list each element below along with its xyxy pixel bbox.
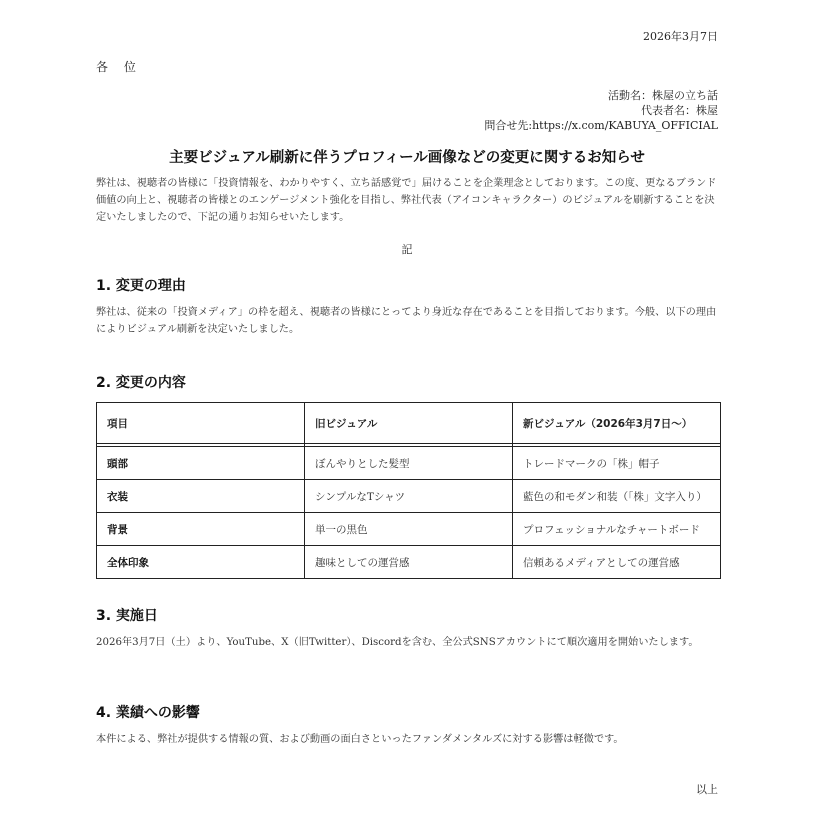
contact-info: 問合せ先:https://x.com/KABUYA_OFFICIAL <box>484 119 718 132</box>
intro-paragraph: 弊社は、視聴者の皆様に「投資情報を、わかりやすく、立ち話感覚で」届けることを企業理念としております。この度、更なるブランド価値の向上と、視聴者の皆様とのエンゲージメント強化を目指し、弊社代表（アイコンキャラクター）のビジュアルを刷新することを決定いたしましたので、下記の通りお知らせいたします。 <box>96 178 717 223</box>
document-title: 主要ビジュアル刷新に伴うプロフィール画像などの変更に関するお知らせ <box>169 150 645 166</box>
activity-name: 活動名：株屋の立ち話 <box>608 89 718 102</box>
table-header-cell: 新ビジュアル（2026年3月7日〜） <box>513 403 721 444</box>
table-row <box>97 513 721 546</box>
representative-name: 代表者名：株屋 <box>641 104 718 117</box>
table-cell-new: プロフェッショナルなチャートボード <box>513 513 721 546</box>
salutation: 各 位 <box>96 60 142 74</box>
ki-marker: 記 <box>401 243 413 256</box>
table-cell-old: ぼんやりとした髪型 <box>305 447 513 480</box>
table-row <box>97 546 721 579</box>
closing-word: 以上 <box>696 783 718 796</box>
section-implementation-body: 2026年3月7日（土）より、YouTube、X（旧Twitter）、Discordを含む、全公式SNSアカウントにて順次適用を開始いたします。 <box>96 637 699 648</box>
table-cell-new: 信頼あるメディアとしての運営感 <box>513 546 721 579</box>
table-cell-new: トレードマークの「株」帽子 <box>513 447 721 480</box>
table-cell-old: シンプルなTシャツ <box>305 480 513 513</box>
sender-block <box>484 88 718 133</box>
section-impact-heading: 4. 業績への影響 <box>96 705 200 721</box>
section-content-heading: 2. 変更の内容 <box>96 375 186 391</box>
table-cell-item: 衣装 <box>97 480 305 513</box>
table-cell-item: 全体印象 <box>97 546 305 579</box>
table-header-cell: 項目 <box>97 403 305 444</box>
table-row <box>97 480 721 513</box>
table-cell-old: 単一の黒色 <box>305 513 513 546</box>
table-cell-item: 背景 <box>97 513 305 546</box>
table-cell-item: 頭部 <box>97 447 305 480</box>
section-reason-body: 弊社は、従来の「投資メディア」の枠を超え、視聴者の皆様にとってより身近な存在であることを目指しております。今般、以下の理由によりビジュアル刷新を決定いたしました。 <box>96 307 717 335</box>
table-row <box>97 447 721 480</box>
table-cell-new: 藍色の和モダン和装（「株」文字入り） <box>513 480 721 513</box>
table-header-cell: 旧ビジュアル <box>305 403 513 444</box>
visual-change-table <box>96 402 721 579</box>
section-reason-heading: 1. 変更の理由 <box>96 278 186 294</box>
table-header-row <box>97 403 721 444</box>
section-implementation-heading: 3. 実施日 <box>96 608 158 624</box>
table-cell-old: 趣味としての運営感 <box>305 546 513 579</box>
document-date: 2026年3月7日 <box>643 30 718 43</box>
section-impact-body: 本件による、弊社が提供する情報の質、および動画の面白さといったファンダメンタルズに対する影響は軽微です。 <box>96 734 624 745</box>
